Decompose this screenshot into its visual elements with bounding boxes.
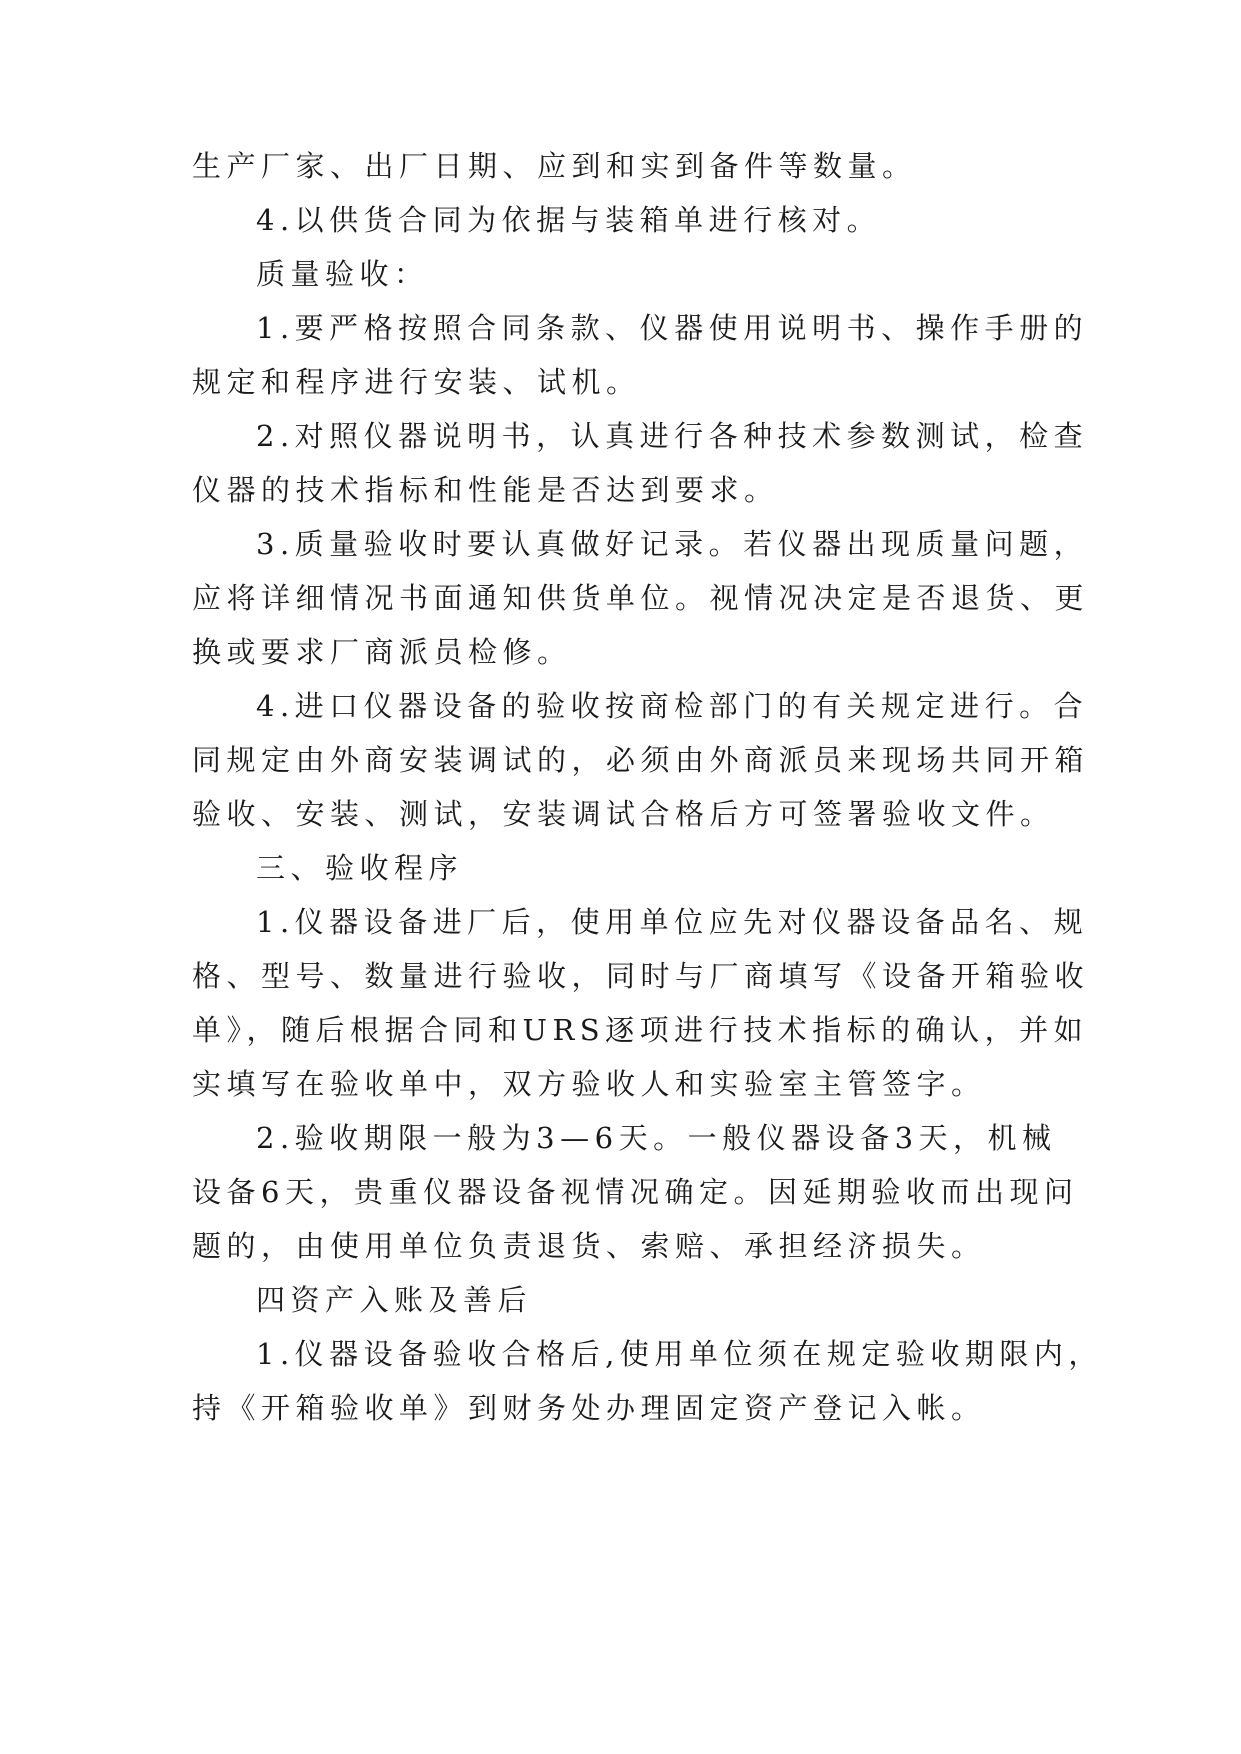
paragraph-line: 2.对照仪器说明书，认真进行各种技术参数测试，检查 [256,419,1089,453]
paragraph-line: 1.仪器设备验收合格后,使用单位须在规定验收期限内， [256,1337,1103,1371]
paragraph-line: 验收、安装、测试，安装调试合格后方可签署验收文件。 [192,797,1055,831]
section-heading: 质量验收： [256,257,429,291]
section-heading: 三、验收程序 [256,851,464,885]
paragraph-line: 1.仪器设备进厂后，使用单位应先对仪器设备品名、规 [256,905,1089,939]
paragraph-line: 仪器的技术指标和性能是否达到要求。 [192,473,779,507]
paragraph-line: 4.以供货合同为依据与装箱单进行核对。 [256,203,882,237]
paragraph-line: 1.要严格按照合同条款、仪器使用说明书、操作手册的 [256,311,1089,345]
paragraph-line: 4.进口仪器设备的验收按商检部门的有关规定进行。合 [256,689,1089,723]
paragraph-line: 持《开箱验收单》到财务处办理固定资产登记入帐。 [192,1391,986,1425]
section-heading: 四资产入账及善后 [256,1283,533,1317]
paragraph-line: 设备6天，贵重仪器设备视情况确定。因延期验收而出现问 [192,1175,1079,1209]
paragraph-line: 实填写在验收单中，双方验收人和实验室主管签字。 [192,1067,986,1101]
paragraph-line: 3.质量验收时要认真做好记录。若仪器出现质量问题， [256,527,1089,561]
paragraph-line: 规定和程序进行安装、试机。 [192,365,641,399]
paragraph-line: 换或要求厂商派员检修。 [192,635,572,669]
paragraph-line: 同规定由外商安装调试的，必须由外商派员来现场共同开箱 [192,743,1090,777]
paragraph-line: 2.验收期限一般为3—6天。一般仪器设备3天，机械 [256,1121,1057,1155]
paragraph-line: 应将详细情况书面通知供货单位。视情况决定是否退货、更 [192,581,1090,615]
paragraph-line: 单》，随后根据合同和URS逐项进行技术指标的确认，并如 [192,1013,1089,1047]
paragraph-line: 题的，由使用单位负责退货、索赔、承担经济损失。 [192,1229,986,1263]
paragraph-line: 生产厂家、出厂日期、应到和实到备件等数量。 [192,149,917,183]
paragraph-line: 格、型号、数量进行验收，同时与厂商填写《设备开箱验收 [192,959,1090,993]
